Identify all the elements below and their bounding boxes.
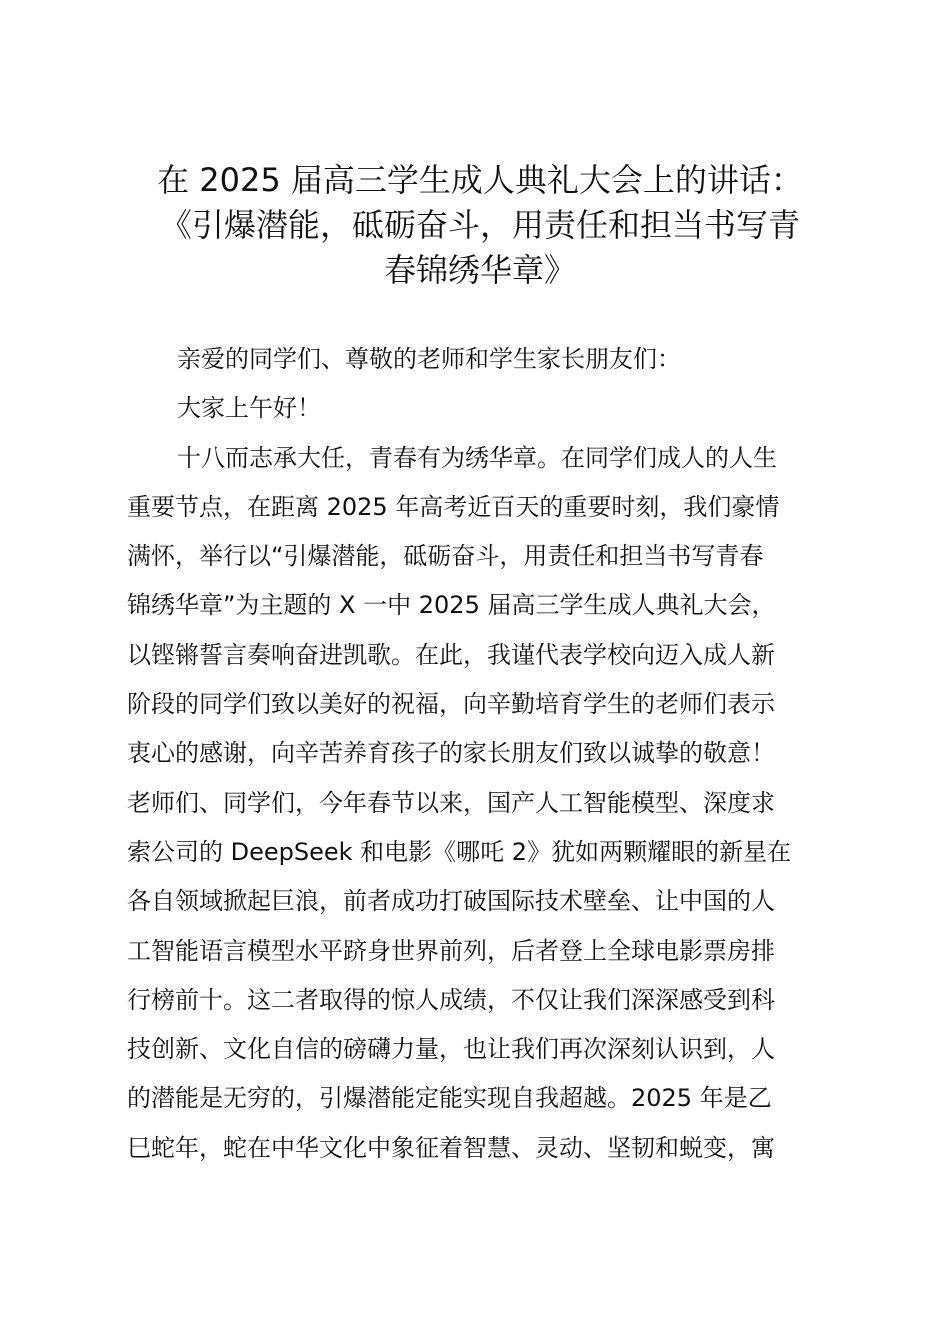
- body-line: 重要节点，在距离 2025 年高考近百天的重要时刻，我们豪情: [127, 492, 780, 521]
- body-line: 索公司的 DeepSeek 和电影《哪吒 2》犹如两颗耀眼的新星在: [127, 837, 792, 866]
- body-line: 衷心的感谢，向辛苦养育孩子的家长朋友们致以诚挚的敬意！: [127, 739, 775, 768]
- body-line: 各自领域掀起巨浪，前者成功打破国际技术壁垒、让中国的人: [127, 887, 775, 916]
- body-line: 锦绣华章”为主题的 X 一中 2025 届高三学生成人典礼大会，: [127, 591, 776, 620]
- body-line: 以铿锵誓言奏响奋进凯歌。在此，我谨代表学校向迈入成人新: [127, 640, 775, 669]
- body-line: 技创新、文化自信的磅礴力量，也让我们再次深刻认识到，人: [127, 1035, 775, 1064]
- body-line: 阶段的同学们致以美好的祝福，向辛勤培育学生的老师们表示: [127, 690, 775, 719]
- body-line: 工智能语言模型水平跻身世界前列，后者登上全球电影票房排: [127, 936, 775, 965]
- body-line: 老师们、同学们，今年春节以来，国产人工智能模型、深度求: [127, 788, 775, 817]
- body-line: 亲爱的同学们、尊敬的老师和学生家长朋友们：: [177, 345, 681, 373]
- body-line: 十八而志承大任，青春有为绣华章。在同学们成人的人生: [177, 443, 777, 472]
- body-line: 满怀，举行以“引爆潜能，砥砺奋斗，用责任和担当书写青春: [127, 542, 764, 571]
- title-line-3: 春锦绣华章》: [383, 251, 576, 289]
- speech-title: [110, 158, 850, 293]
- title-line-2: 《引爆潜能，砥砺奋斗，用责任和担当书写青: [159, 206, 800, 244]
- title-line-1: 在 2025 届高三学生成人典礼大会上的讲话：: [157, 161, 803, 199]
- body-line: 的潜能是无穷的，引爆潜能定能实现自我超越。2025 年是乙: [127, 1084, 772, 1113]
- body-line: 行榜前十。这二者取得的惊人成绩，不仅让我们深深感受到科: [127, 985, 775, 1014]
- speech-body: [127, 335, 837, 1173]
- body-line: 巳蛇年，蛇在中华文化中象征着智慧、灵动、坚韧和蜕变，寓: [127, 1133, 775, 1162]
- body-line: 大家上午好！: [177, 394, 321, 423]
